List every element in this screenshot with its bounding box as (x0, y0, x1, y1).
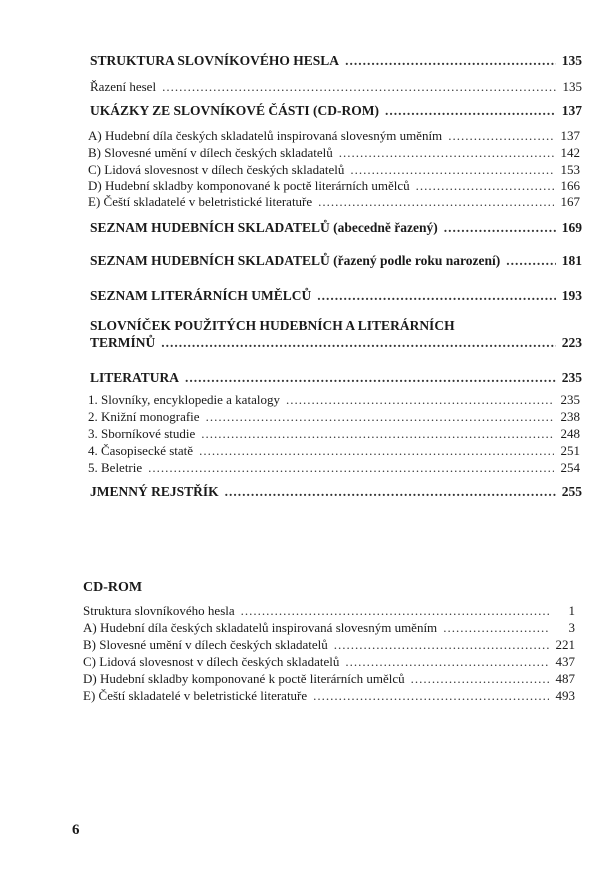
cdrom-heading: CD-ROM (83, 580, 143, 595)
cdrom-title: E) Čeští skladatelé v beletristické literatuře (83, 688, 308, 703)
toc-row (90, 103, 582, 119)
cdrom-title: D) Hudební skladby komponované k poctě literárních umělců (83, 671, 405, 686)
toc-page: 251 (560, 443, 580, 458)
cdrom-page: 487 (555, 671, 575, 686)
toc-row (90, 335, 582, 351)
toc-page: 153 (560, 162, 580, 177)
cdrom-row (83, 603, 575, 619)
toc-title: 1. Slovníky, encyklopedie a katalogy (88, 392, 280, 407)
toc-row (90, 53, 582, 69)
leader-dots (148, 460, 554, 476)
toc-page: 223 (561, 335, 582, 350)
leader-dots (448, 128, 554, 144)
toc-title: Řazení hesel (90, 79, 157, 94)
cdrom-row (83, 620, 575, 636)
leader-dots (385, 103, 556, 119)
toc-page: 135 (562, 79, 582, 94)
cdrom-title: B) Slovesné umění v dílech českých skladatelů (83, 637, 328, 652)
leader-dots (201, 426, 554, 442)
toc-page: 235 (561, 370, 582, 385)
cdrom-page: 437 (555, 654, 575, 669)
leader-dots (411, 671, 549, 687)
toc-row (88, 426, 580, 442)
leader-dots (225, 484, 556, 500)
toc-title: SEZNAM HUDEBNÍCH SKLADATELŮ (abecedně řazený) (90, 220, 438, 235)
toc-row (88, 162, 580, 178)
leader-dots (206, 409, 554, 425)
toc-title: TERMÍNŮ (90, 335, 156, 350)
toc-row (88, 460, 580, 476)
leader-dots (444, 220, 556, 236)
toc-row (90, 370, 582, 386)
toc-title: 4. Časopisecké statě (88, 443, 194, 458)
leader-dots (334, 637, 549, 653)
toc-page: 167 (560, 194, 580, 209)
page-number: 6 (72, 822, 80, 838)
cdrom-title: C) Lidová slovesnost v dílech českých skladatelů (83, 654, 340, 669)
cdrom-page: 493 (555, 688, 575, 703)
leader-dots (416, 178, 554, 194)
leader-dots (317, 288, 556, 304)
cdrom-title: Struktura slovníkového hesla (83, 603, 235, 618)
toc-page: 193 (561, 288, 582, 303)
toc-page: 166 (560, 178, 580, 193)
leader-dots (350, 162, 554, 178)
toc-title: STRUKTURA SLOVNÍKOVÉHO HESLA (90, 53, 340, 68)
toc-title: SEZNAM HUDEBNÍCH SKLADATELŮ (řazený podle roku narození) (90, 253, 501, 268)
cdrom-page: 1 (568, 603, 575, 618)
toc-title: JMENNÝ REJSTŘÍK (90, 484, 219, 499)
leader-dots (199, 443, 554, 459)
toc-page: 169 (561, 220, 582, 235)
toc-title: 2. Knižní monografie (88, 409, 200, 424)
toc-title: 5. Beletrie (88, 460, 143, 475)
toc-page: 137 (561, 103, 582, 118)
toc-title: LITERATURA (90, 370, 180, 385)
cdrom-page: 3 (568, 620, 575, 635)
toc-title-line1: SLOVNÍČEK POUŽITÝCH HUDEBNÍCH A LITERÁRNÍCH (90, 318, 455, 333)
leader-dots (241, 603, 549, 619)
toc-row (90, 253, 582, 269)
toc-row (90, 220, 582, 236)
toc-page: 142 (560, 145, 580, 160)
leader-dots (161, 335, 556, 351)
cdrom-title: A) Hudební díla českých skladatelů inspirovaná slovesným uměním (83, 620, 438, 635)
toc-row (88, 145, 580, 161)
leader-dots (318, 194, 554, 210)
toc-page: 254 (560, 460, 580, 475)
leader-dots (313, 688, 549, 704)
toc-title: D) Hudební skladby komponované k poctě literárních umělců (88, 178, 410, 193)
toc-row (88, 194, 580, 210)
toc-page: 238 (560, 409, 580, 424)
toc-page: 135 (561, 53, 582, 68)
cdrom-row (83, 671, 575, 687)
leader-dots (443, 620, 549, 636)
leader-dots (506, 253, 556, 269)
leader-dots (345, 53, 556, 69)
toc-page: 137 (560, 128, 580, 143)
toc-row (88, 178, 580, 194)
toc-row (88, 392, 580, 408)
toc-row (90, 484, 582, 500)
cdrom-row (83, 654, 575, 670)
cdrom-page: 221 (555, 637, 575, 652)
cdrom-row (83, 637, 575, 653)
leader-dots (345, 654, 549, 670)
toc-page: 248 (560, 426, 580, 441)
toc-row (88, 443, 580, 459)
toc-row (90, 288, 582, 304)
toc-title: C) Lidová slovesnost v dílech českých skladatelů (88, 162, 345, 177)
leader-dots (162, 79, 556, 95)
toc-title: UKÁZKY ZE SLOVNÍKOVÉ ČÁSTI (CD-ROM) (90, 103, 380, 118)
toc-page: 181 (561, 253, 582, 268)
leader-dots (339, 145, 554, 161)
toc-title: A) Hudební díla českých skladatelů inspirovaná slovesným uměním (88, 128, 443, 143)
leader-dots (185, 370, 556, 386)
toc-title: B) Slovesné umění v dílech českých skladatelů (88, 145, 333, 160)
toc-row (90, 79, 582, 95)
toc-title: 3. Sborníkové studie (88, 426, 196, 441)
toc-row (88, 128, 580, 144)
leader-dots (286, 392, 554, 408)
toc-title: E) Čeští skladatelé v beletristické literatuře (88, 194, 313, 209)
toc-page: 255 (561, 484, 582, 499)
toc-row (88, 409, 580, 425)
toc-page: 235 (560, 392, 580, 407)
cdrom-row (83, 688, 575, 704)
toc-title: SEZNAM LITERÁRNÍCH UMĚLCŮ (90, 288, 312, 303)
